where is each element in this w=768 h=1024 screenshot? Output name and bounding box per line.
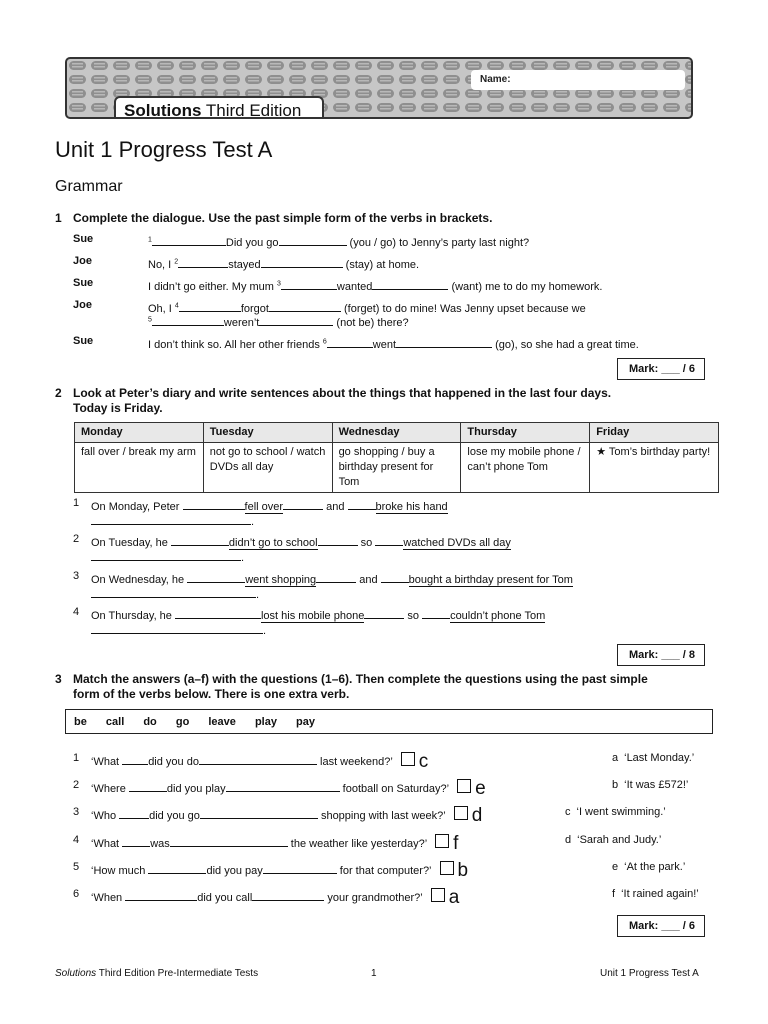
- sentence-start: On Monday, Peter: [91, 501, 183, 513]
- dialogue-segment: forgot: [240, 303, 269, 315]
- diary-cell: not go to school / watch DVDs all day: [203, 443, 332, 493]
- answer-option: [612, 887, 699, 901]
- answer-blank[interactable]: bought a birthday present for Tom: [408, 574, 573, 586]
- q1-mark: Mark: ___ / 6: [617, 358, 705, 380]
- continuation-line: [91, 620, 266, 638]
- answer-letter: c: [565, 806, 571, 818]
- speaker-name: Sue: [73, 277, 94, 289]
- question-line: [91, 860, 469, 881]
- checkbox[interactable]: [431, 888, 445, 902]
- answer-letter: a: [612, 752, 619, 764]
- q2-instruction: [73, 386, 611, 416]
- answer-blank-pre[interactable]: [125, 887, 197, 901]
- answer-option: [612, 860, 685, 874]
- gap-number: 1: [148, 236, 152, 244]
- question-line: [91, 751, 429, 772]
- dialogue-line: [73, 232, 713, 249]
- match-answer: a: [448, 887, 460, 908]
- answer-blank[interactable]: [91, 547, 241, 561]
- answer-verb: did you play: [166, 783, 226, 795]
- diary-row: [75, 443, 719, 493]
- dialogue-line: [73, 254, 713, 271]
- question-end: your grandmother?’: [324, 892, 423, 904]
- dialogue-segment: Oh, I: [148, 303, 175, 315]
- question-start: ‘Who: [91, 810, 120, 822]
- question-number: 5: [73, 861, 80, 873]
- answer-blank[interactable]: [179, 298, 241, 312]
- conjunction: and: [323, 501, 348, 513]
- answer-blank-pre[interactable]: [375, 532, 403, 546]
- match-answer: c: [418, 751, 429, 772]
- dialogue-segment: went: [372, 339, 397, 351]
- answer-blank-post[interactable]: [316, 569, 356, 583]
- footer-page-number: 1: [371, 968, 377, 979]
- diary-header-row: [75, 423, 719, 443]
- continuation-line: [91, 584, 259, 602]
- dialogue-line: [73, 334, 713, 351]
- verb-box: [65, 709, 713, 734]
- answer-blank-pre[interactable]: [348, 496, 376, 510]
- dialogue-segment: I didn’t go either. My mum: [148, 281, 277, 293]
- dialogue-segment: stayed: [228, 259, 261, 271]
- answer-blank-pre[interactable]: [122, 751, 148, 765]
- dialogue-line: [73, 276, 713, 293]
- answer-blank[interactable]: [327, 334, 373, 348]
- sentence-end: .: [256, 589, 260, 601]
- answer-blank[interactable]: [279, 232, 347, 246]
- diary-header: Tuesday: [203, 423, 332, 443]
- answer-option: [565, 833, 661, 847]
- question-start: ‘What: [91, 756, 123, 768]
- dialogue-segment: wanted: [336, 281, 373, 293]
- answer-letter: d: [565, 834, 572, 846]
- question-end: last weekend?’: [316, 756, 393, 768]
- q3-instruction: [73, 672, 648, 702]
- diary-header: Thursday: [461, 423, 590, 443]
- sentence-start: On Tuesday, he: [91, 537, 171, 549]
- answer-blank-pre[interactable]: [129, 778, 167, 792]
- diary-cell: fall over / break my arm: [75, 443, 204, 493]
- answer-blank-pre[interactable]: [175, 605, 261, 619]
- answer-blank[interactable]: [269, 298, 341, 312]
- dialogue-text: [148, 312, 409, 330]
- footer-right: Unit 1 Progress Test A: [600, 968, 699, 979]
- q2-instruction-line2: Today is Friday.: [73, 401, 163, 415]
- dialogue-line: [73, 298, 713, 315]
- answer-blank[interactable]: [91, 511, 251, 525]
- q1-instruction: Complete the dialogue. Use the past simple form of the verbs in brackets.: [73, 211, 493, 225]
- answer-blank-pre[interactable]: [422, 605, 450, 619]
- conjunction: and: [356, 574, 381, 586]
- q2-mark: Mark: ___ / 8: [617, 644, 705, 666]
- answer-blank-pre[interactable]: [381, 569, 409, 583]
- name-field[interactable]: [471, 70, 685, 90]
- dialogue-segment: I don’t think so. All her other friends: [148, 339, 323, 351]
- verb: play: [254, 716, 277, 728]
- footer-left-italic: Solutions: [55, 968, 97, 979]
- question-line: [91, 887, 460, 908]
- question-number: 6: [73, 888, 80, 900]
- q3-instruction-line1: Match the answers (a–f) with the questions (1–6). Then complete the questions using the past simple: [73, 672, 648, 686]
- answer-blank[interactable]: broke his hand: [375, 501, 448, 513]
- answer-blank[interactable]: went shopping: [245, 574, 317, 586]
- sentence-end: .: [263, 625, 267, 637]
- question-line: [91, 778, 486, 799]
- answer-blank-post[interactable]: [226, 778, 340, 792]
- question-start: ‘Where: [91, 783, 129, 795]
- match-answer: f: [453, 833, 459, 854]
- answer-blank[interactable]: watched DVDs all day: [403, 537, 511, 549]
- question-number: 4: [73, 834, 80, 846]
- question-line: [91, 833, 459, 854]
- dialogue-segment: (you / go) to Jenny’s party last night?: [346, 237, 530, 249]
- match-answer: e: [475, 778, 486, 799]
- question-end: shopping with last week?’: [317, 810, 446, 822]
- answer-verb: did you call: [197, 892, 253, 904]
- footer-left-rest: Third Edition Pre-Intermediate Tests: [96, 968, 259, 979]
- question-start: ‘How much: [91, 865, 149, 877]
- answer-blank-post[interactable]: [283, 496, 323, 510]
- dialogue-segment: weren’t: [223, 317, 260, 329]
- dialogue-segment: (stay) at home.: [342, 259, 420, 271]
- diary-cell: go shopping / buy a birthday present for Tom: [332, 443, 461, 493]
- conjunction: so: [357, 537, 376, 549]
- question-end: for that computer?’: [336, 865, 432, 877]
- answer-blank[interactable]: didn’t go to school: [228, 537, 318, 549]
- answer-blank[interactable]: [372, 276, 448, 290]
- sentence-number: 1: [73, 497, 80, 509]
- answer-blank-pre[interactable]: [187, 569, 245, 583]
- name-label: Name:: [480, 74, 511, 85]
- speaker-name: Sue: [73, 233, 94, 245]
- dialogue-text: [148, 276, 602, 294]
- sentence-start: On Wednesday, he: [91, 574, 188, 586]
- answer-blank[interactable]: couldn’t phone Tom: [450, 610, 546, 622]
- brand-tab: [114, 96, 324, 119]
- continuation-line: [91, 547, 244, 565]
- diary-header: Monday: [75, 423, 204, 443]
- gap-number: 4: [174, 302, 179, 310]
- answer-blank[interactable]: [281, 276, 337, 290]
- dialogue-segment: (want) me to do my homework.: [448, 281, 603, 293]
- q1-number: 1: [55, 211, 62, 225]
- gap-number: 5: [148, 316, 152, 324]
- speaker-name: Joe: [73, 255, 92, 267]
- answer-option: [565, 805, 666, 819]
- question-line: [91, 805, 483, 826]
- diary-cell: lose my mobile phone / can’t phone Tom: [461, 443, 590, 493]
- answer-blank-pre[interactable]: [183, 496, 245, 510]
- gap-number: 2: [174, 258, 179, 266]
- dialogue-text: [148, 334, 639, 352]
- brand-rest: Third Edition: [201, 101, 302, 119]
- dialogue-segment: No, I: [148, 259, 175, 271]
- verb: pay: [296, 716, 315, 728]
- answer-blank-pre[interactable]: [171, 532, 229, 546]
- checkbox[interactable]: [401, 752, 415, 766]
- answer-blank-post[interactable]: [200, 805, 318, 819]
- footer-left: [55, 968, 258, 979]
- answer-text: ‘I went swimming.’: [576, 806, 666, 818]
- checkbox[interactable]: [457, 779, 471, 793]
- sentence-number: 4: [73, 606, 80, 618]
- answer-blank[interactable]: lost his mobile phone: [260, 610, 365, 622]
- dialogue-line: [73, 312, 713, 329]
- answer-blank-pre[interactable]: [148, 860, 206, 874]
- sentence-end: .: [241, 552, 245, 564]
- answer-verb: did you do: [148, 756, 199, 768]
- dialogue-segment: Did you go: [225, 237, 279, 249]
- speaker-name: Sue: [73, 335, 94, 347]
- q2-instruction-line1: Look at Peter’s diary and write sentences about the things that happened in the last four days.: [73, 386, 612, 400]
- answer-option: [612, 778, 688, 792]
- answer-text: ‘Sarah and Judy.’: [577, 834, 662, 846]
- dialogue-segment: (not be) there?: [333, 317, 409, 329]
- page-title: Unit 1 Progress Test A: [55, 137, 273, 162]
- answer-letter: f: [612, 888, 616, 900]
- answer-blank[interactable]: [91, 620, 263, 634]
- question-number: 1: [73, 752, 80, 764]
- dialogue-segment: (go), so she had a great time.: [492, 339, 639, 351]
- answer-blank-post[interactable]: [318, 532, 358, 546]
- question-end: football on Saturday?’: [339, 783, 450, 795]
- answer-text: ‘It rained again!’: [621, 888, 699, 900]
- answer-blank[interactable]: [152, 312, 224, 326]
- q3-instruction-line2: form of the verbs below. There is one extra verb.: [73, 687, 350, 701]
- answer-blank[interactable]: fell over: [244, 501, 284, 513]
- answer-letter: e: [612, 861, 619, 873]
- continuation-line: [91, 511, 254, 529]
- sentence-end: .: [251, 516, 255, 528]
- answer-text: ‘It was £572!’: [624, 779, 689, 791]
- answer-blank[interactable]: [261, 254, 343, 268]
- answer-blank[interactable]: [178, 254, 228, 268]
- checkbox[interactable]: [440, 861, 454, 875]
- question-start: ‘When: [91, 892, 126, 904]
- answer-letter: b: [612, 779, 619, 791]
- question-start: ‘What: [91, 838, 123, 850]
- answer-text: ‘Last Monday.’: [624, 752, 695, 764]
- diary-header: Friday: [590, 423, 719, 443]
- sentence-number: 3: [73, 570, 80, 582]
- answer-verb: did you go: [149, 810, 200, 822]
- speaker-name: Joe: [73, 299, 92, 311]
- dialogue-text: [148, 232, 529, 250]
- answer-blank[interactable]: [152, 232, 226, 246]
- answer-blank-post[interactable]: [170, 833, 288, 847]
- dialogue-text: [148, 254, 419, 272]
- conjunction: so: [404, 610, 423, 622]
- gap-number: 3: [277, 280, 281, 288]
- question-number: 3: [73, 806, 80, 818]
- answer-blank-post[interactable]: [364, 605, 404, 619]
- answer-blank[interactable]: [91, 584, 256, 598]
- answer-verb: did you pay: [206, 865, 263, 877]
- q3-mark: Mark: ___ / 6: [617, 915, 705, 937]
- verb: do: [143, 716, 157, 728]
- gap-number: 6: [322, 338, 327, 346]
- verb: leave: [208, 716, 236, 728]
- diary-header: Wednesday: [332, 423, 461, 443]
- answer-verb: was: [150, 838, 170, 850]
- checkbox[interactable]: [435, 834, 449, 848]
- sentence-number: 2: [73, 533, 80, 545]
- section-title: Grammar: [55, 178, 123, 195]
- verb: call: [105, 716, 125, 728]
- answer-blank-pre[interactable]: [119, 805, 149, 819]
- answer-blank-pre[interactable]: [122, 833, 150, 847]
- sentence-start: On Thursday, he: [91, 610, 175, 622]
- match-answer: b: [457, 860, 469, 881]
- answer-blank-post[interactable]: [252, 887, 324, 901]
- diary-table: [74, 422, 719, 493]
- dialogue-segment: (forget) to do mine! Was Jenny upset because we: [340, 303, 586, 315]
- answer-blank-post[interactable]: [199, 751, 317, 765]
- header-banner: [65, 57, 693, 119]
- answer-blank[interactable]: [396, 334, 492, 348]
- answer-option: [612, 751, 694, 765]
- q2-number: 2: [55, 386, 62, 400]
- brand-bold: Solutions: [124, 101, 202, 119]
- question-end: the weather like yesterday?’: [287, 838, 428, 850]
- answer-blank-post[interactable]: [263, 860, 337, 874]
- answer-text: ‘At the park.’: [624, 861, 686, 873]
- question-number: 2: [73, 779, 80, 791]
- verb: go: [175, 716, 190, 728]
- verb: be: [74, 716, 87, 728]
- checkbox[interactable]: [454, 806, 468, 820]
- answer-blank[interactable]: [259, 312, 333, 326]
- q3-number: 3: [55, 672, 62, 686]
- match-answer: d: [471, 805, 483, 826]
- diary-cell: ★ Tom’s birthday party!: [590, 443, 719, 493]
